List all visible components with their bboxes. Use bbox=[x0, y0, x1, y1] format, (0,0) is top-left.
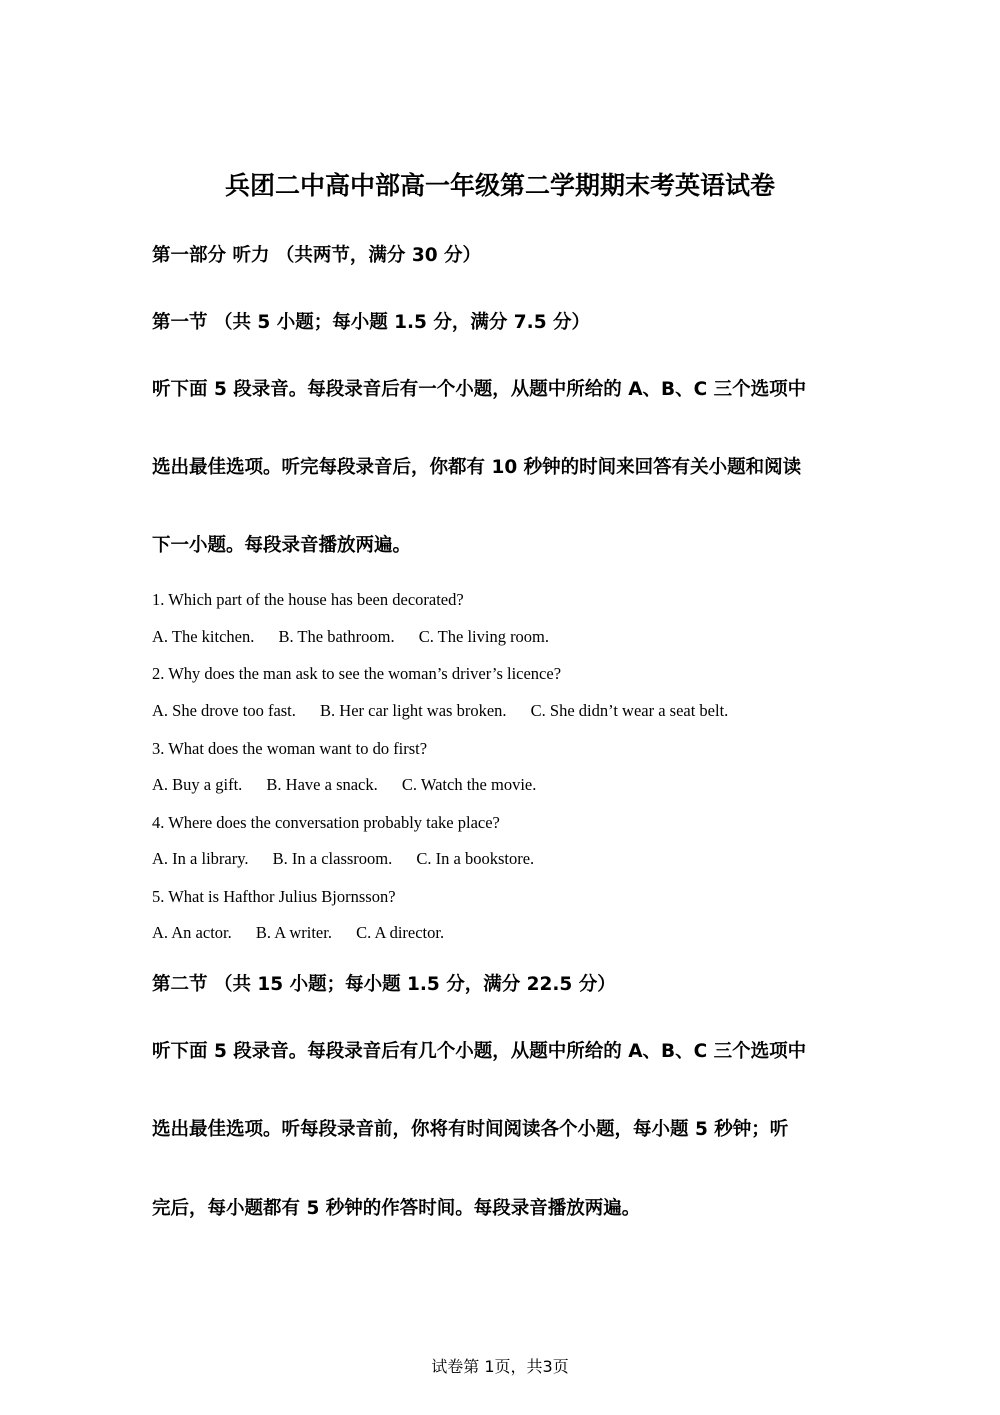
section2-instruction-line: 选出最佳选项。听每段录音前，你将有时间阅读各个小题，每小题 5 秒钟；听 bbox=[152, 1119, 789, 1140]
option-a: A. The kitchen. bbox=[152, 627, 255, 646]
question-stem: 4. Where does the conversation probably take place? bbox=[152, 813, 500, 832]
question-options bbox=[152, 922, 444, 944]
section1-heading: 第一节 （共 5 小题；每小题 1.5 分，满分 7.5 分） bbox=[152, 312, 591, 333]
section1-instruction-line: 选出最佳选项。听完每段录音后，你都有 10 秒钟的时间来回答有关小题和阅读 bbox=[152, 457, 802, 478]
section1-instruction-line: 听下面 5 段录音。每段录音后有一个小题，从题中所给的 A、B、C 三个选项中 bbox=[152, 379, 807, 400]
option-c: C. The living room. bbox=[418, 627, 550, 646]
option-c: C. She didn’t wear a seat belt. bbox=[530, 701, 729, 720]
option-a: A. Buy a gift. bbox=[152, 775, 243, 794]
option-a: A. An actor. bbox=[152, 923, 232, 942]
part1-heading: 第一部分 听力 （共两节，满分 30 分） bbox=[152, 245, 482, 266]
option-b: B. The bathroom. bbox=[278, 627, 395, 646]
page-footer: 试卷第 1页，共3页 bbox=[431, 1357, 569, 1376]
question-stem: 1. Which part of the house has been decorated? bbox=[152, 590, 464, 609]
question-options bbox=[152, 774, 536, 796]
section2-instruction-line: 听下面 5 段录音。每段录音后有几个小题，从题中所给的 A、B、C 三个选项中 bbox=[152, 1041, 807, 1062]
option-c: C. Watch the movie. bbox=[401, 775, 537, 794]
option-c: C. A director. bbox=[356, 923, 445, 942]
option-a: A. She drove too fast. bbox=[152, 701, 296, 720]
question-stem: 3. What does the woman want to do first? bbox=[152, 739, 428, 758]
option-c: C. In a bookstore. bbox=[416, 849, 535, 868]
option-b: B. Have a snack. bbox=[266, 775, 378, 794]
exam-title: 兵团二中高中部高一年级第二学期期末考英语试卷 bbox=[224, 171, 775, 200]
option-b: B. Her car light was broken. bbox=[320, 701, 507, 720]
section1-instruction-line: 下一小题。每段录音播放两遍。 bbox=[152, 535, 412, 556]
question-stem: 2. Why does the man ask to see the woman’s driver’s licence? bbox=[152, 664, 562, 683]
section2-heading: 第二节 （共 15 小题；每小题 1.5 分，满分 22.5 分） bbox=[152, 974, 616, 995]
question-options bbox=[152, 848, 534, 870]
question-stem: 5. What is Hafthor Julius Bjornsson? bbox=[152, 887, 396, 906]
question-options bbox=[152, 626, 549, 648]
option-a: A. In a library. bbox=[152, 849, 249, 868]
option-b: B. A writer. bbox=[255, 923, 332, 942]
section2-instruction-line: 完后，每小题都有 5 秒钟的作答时间。每段录音播放两遍。 bbox=[152, 1198, 641, 1219]
question-options bbox=[152, 700, 728, 722]
option-b: B. In a classroom. bbox=[272, 849, 393, 868]
